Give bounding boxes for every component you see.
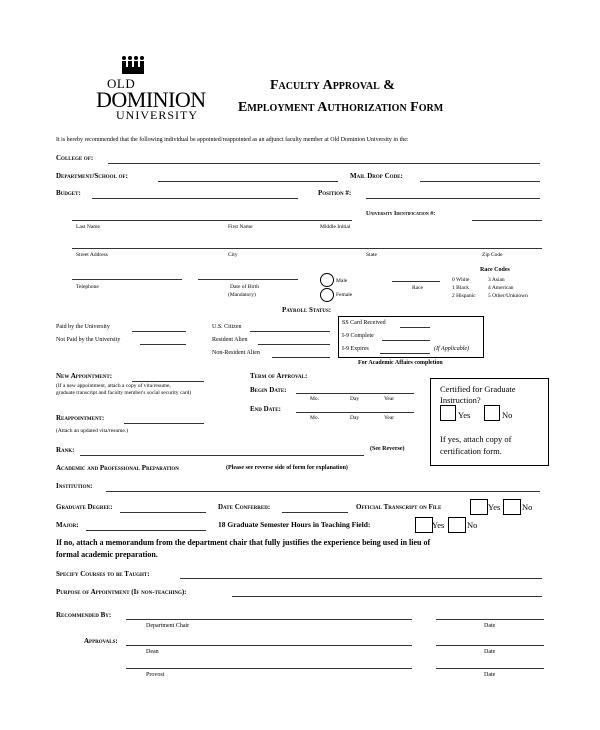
major-field[interactable] (86, 530, 206, 531)
end-date-field[interactable] (296, 412, 414, 413)
telephone-caption: Telephone (76, 284, 99, 290)
race-code: 5 Other/Unknown (488, 293, 528, 299)
us-citizen-label: U.S. Citizen (212, 324, 242, 330)
state-caption: State (366, 252, 377, 258)
dean-date[interactable] (436, 645, 544, 646)
begin-date-label: Begin Date: (250, 386, 287, 394)
budget-field[interactable] (92, 198, 298, 199)
certified-line1: Certified for Graduate (440, 384, 516, 394)
recommended-by-label: Recommended By: (56, 611, 112, 619)
college-label: College of: (56, 154, 94, 162)
female-label: Female (336, 292, 353, 298)
certified-yes-checkbox[interactable] (440, 405, 456, 421)
telephone-field[interactable] (72, 279, 182, 280)
dob-field[interactable] (198, 279, 298, 280)
nonresident-label: Non-Resident Alien (212, 350, 260, 356)
female-radio[interactable] (320, 288, 334, 302)
end-year-caption: Year (384, 415, 395, 421)
uin-label: University Identification #: (366, 211, 436, 217)
dept-chair-date[interactable] (436, 619, 544, 620)
city-caption: City (228, 252, 238, 258)
mail-drop-label: Mail Drop Code: (350, 172, 403, 180)
purpose-label: Purpose of Appointment (If non-teaching): (56, 588, 187, 596)
transcript-yes-checkbox[interactable] (470, 499, 488, 515)
graduate-degree-field[interactable] (120, 512, 206, 513)
graduate-degree-label: Graduate Degree: (56, 503, 113, 511)
uin-field[interactable] (472, 220, 542, 221)
hours-yes-label: Yes (432, 520, 445, 530)
term-label: Term of Approval: (250, 372, 308, 380)
budget-label: Budget: (56, 189, 81, 197)
department-label: Department/School of: (56, 172, 128, 180)
race-caption: Race (412, 285, 423, 291)
position-field[interactable] (366, 198, 540, 199)
zip-caption: Zip Code (482, 252, 503, 258)
name-field[interactable] (72, 220, 352, 221)
dean-signature[interactable] (126, 645, 412, 646)
transcript-yes-label: Yes (488, 502, 501, 512)
date-conferred-field[interactable] (282, 512, 348, 513)
new-appointment-field[interactable] (132, 381, 204, 382)
dept-chair-signature[interactable] (126, 619, 412, 620)
transcript-no-label: No (522, 502, 533, 512)
hours-label: 18 Graduate Semester Hours in Teaching Field: (218, 520, 371, 529)
courses-field[interactable] (180, 578, 542, 579)
paid-field[interactable] (132, 331, 186, 332)
certified-no-checkbox[interactable] (484, 405, 500, 421)
form-title-line2: Employment Authorization Form (238, 100, 444, 115)
first-name-caption: First Name (228, 224, 253, 230)
crown-icon (118, 55, 148, 75)
department-field[interactable] (158, 181, 338, 182)
date-caption: Date (484, 672, 496, 678)
provost-date[interactable] (436, 668, 544, 669)
resident-field[interactable] (258, 344, 330, 345)
position-label: Position #: (318, 189, 352, 197)
certified-note2: certification form. (440, 446, 502, 456)
reappointment-field[interactable] (124, 423, 204, 424)
hours-no-checkbox[interactable] (448, 517, 466, 533)
provost-caption: Provost (146, 672, 165, 678)
logo-line3: UNIVERSITY (116, 108, 198, 122)
ss-received-field[interactable] (400, 327, 430, 328)
race-codes-col2 (488, 276, 528, 300)
institution-label: Institution: (56, 482, 93, 490)
race-code: 0 White (452, 277, 470, 283)
rank-field[interactable] (80, 455, 364, 456)
intro-text: It is hereby recommended that the following individual be appointed/reappointed as an adjunct faculty member at Old Dominion University in the: (56, 137, 409, 143)
transcript-label: Official Transcript on File (356, 503, 442, 511)
transcript-no-checkbox[interactable] (503, 499, 521, 515)
dob-caption: Date of Birth (230, 284, 260, 290)
begin-mo-caption: Mo. (310, 396, 320, 402)
race-codes-col1 (452, 276, 476, 300)
i9-complete-field[interactable] (382, 340, 430, 341)
male-label: Male (336, 278, 348, 284)
purpose-field[interactable] (232, 596, 542, 597)
race-code: 3 Asian (488, 277, 505, 283)
begin-day-caption: Day (350, 396, 360, 402)
i9-expires-field[interactable] (380, 353, 430, 354)
begin-year-caption: Year (384, 396, 395, 402)
major-label: Major: (56, 521, 79, 529)
dept-chair-caption: Department Chair (146, 623, 190, 629)
payroll-title: Payroll Status: (282, 306, 332, 314)
academic-heading-note: (Please see reverse side of form for explanation) (226, 465, 348, 471)
end-date-label: End Date: (250, 405, 281, 413)
reappointment-note: (Attach an updated vita/resume.) (56, 428, 129, 434)
date-caption: Date (484, 649, 496, 655)
certified-no-label: No (502, 410, 513, 420)
male-radio[interactable] (320, 273, 334, 287)
date-conferred-label: Date Conferred: (218, 503, 271, 511)
mail-drop-field[interactable] (420, 181, 540, 182)
if-applicable-note: (If Applicable) (434, 346, 470, 352)
hours-no-label: No (467, 520, 478, 530)
race-code: 1 Black (452, 285, 469, 291)
us-citizen-field[interactable] (250, 331, 330, 332)
race-field[interactable] (392, 281, 440, 282)
rank-label: Rank: (56, 446, 75, 454)
middle-initial-caption: Middle Initial (320, 224, 351, 230)
end-day-caption: Day (350, 415, 360, 421)
nonresident-field[interactable] (272, 357, 330, 358)
logo-line2: DOMINION (96, 87, 206, 112)
if-no-note-line1: If no, attach a memorandum from the department chair that fully justifies the experience being used in lieu of (56, 538, 431, 547)
last-name-caption: Last Name (76, 224, 100, 230)
college-field[interactable] (108, 163, 540, 164)
reappointment-label: Reappointment: (56, 414, 105, 422)
courses-label: Specify Courses to be Taught: (56, 570, 150, 578)
i9-complete-label: I-9 Complete (342, 333, 374, 339)
dob-note: (Mandatory) (228, 292, 256, 298)
approvals-label: Approvals: (84, 637, 118, 645)
form-title-line1: Faculty Approval & (270, 78, 395, 93)
race-code: 4 American (488, 285, 514, 291)
i9-expires-label: I-9 Expires (342, 346, 369, 352)
academic-affairs-note: For Academic Affairs completion (358, 360, 443, 366)
certified-yes-label: Yes (458, 410, 471, 420)
new-appointment-note2: graduate transcript and faculty member's social security card) (56, 390, 192, 396)
address-field[interactable] (72, 248, 542, 249)
race-code: 2 Hispanic (452, 293, 476, 299)
certified-note1: If yes, attach copy of (440, 434, 512, 444)
resident-label: Resident Alien (212, 337, 248, 343)
dean-caption: Dean (146, 649, 159, 655)
new-appointment-note1: (If a new appointment, attach a copy of vita/resume, (56, 383, 171, 389)
institution-field[interactable] (106, 491, 540, 492)
certified-line2: Instruction? (440, 395, 481, 405)
provost-signature[interactable] (126, 668, 412, 669)
paid-label: Paid by the University (56, 324, 110, 330)
see-reverse-note: (See Reverse) (370, 446, 405, 452)
begin-date-field[interactable] (296, 393, 414, 394)
date-caption: Date (484, 623, 496, 629)
academic-heading: Academic and Professional Preparation (56, 464, 179, 472)
hours-yes-checkbox[interactable] (415, 517, 433, 533)
end-mo-caption: Mo. (310, 415, 320, 421)
new-appointment-label: New Appointment: (56, 372, 113, 380)
logo-line1: OLD (107, 76, 136, 91)
ss-received-label: SS Card Received (342, 320, 386, 326)
not-paid-label: Not Paid by the University (56, 337, 121, 343)
if-no-note-line2: formal academic preparation. (56, 550, 158, 559)
street-caption: Street Address (76, 252, 108, 258)
not-paid-field[interactable] (140, 344, 186, 345)
race-codes-title: Race Codes (480, 267, 510, 273)
